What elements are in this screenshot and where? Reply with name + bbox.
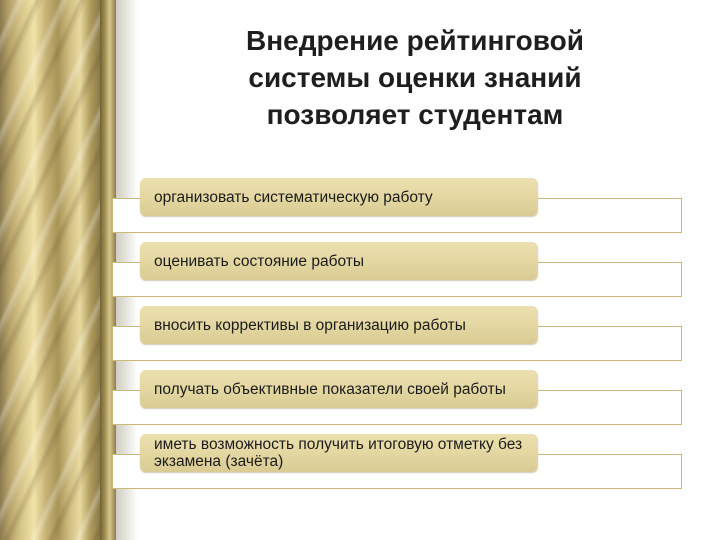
item-label: иметь возможность получить итоговую отметку без экзамена (зачёта) [154,436,523,470]
item-plate [140,178,538,216]
item-label: оценивать состояние работы [154,252,364,270]
item-plate [140,242,538,280]
list-item [0,242,720,302]
item-label: получать объективные показатели своей работы [154,380,506,398]
list-item [0,434,720,494]
list-item [0,306,720,366]
list-item [0,370,720,430]
item-label: вносить коррективы в организацию работы [154,316,466,334]
item-label: организовать систематическую работу [154,188,433,206]
item-plate [140,370,538,408]
list-item [0,178,720,238]
item-plate [140,306,538,344]
item-plate [140,434,538,472]
slide-title: Внедрение рейтинговой системы оценки знаний позволяет студентам [246,25,584,130]
